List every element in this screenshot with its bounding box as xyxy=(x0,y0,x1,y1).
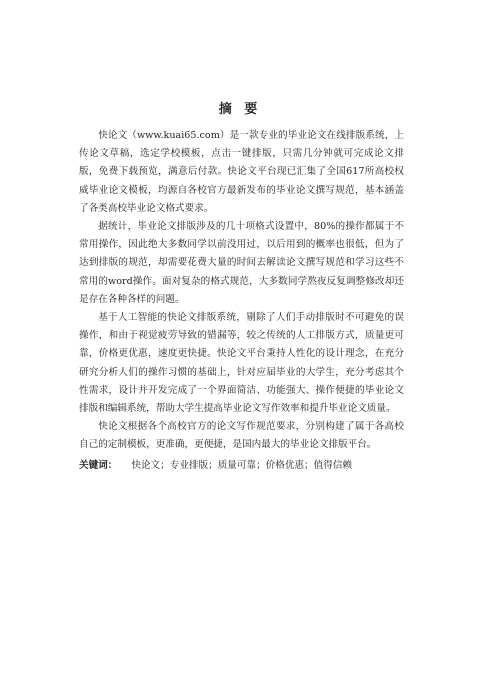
abstract-paragraph-4: 快论文根据各个高校官方的论文写作规范要求，分别构建了属于各高校自己的定制模板，更准确，更便捷，是国内最大的毕业论文排版平台。 xyxy=(79,421,404,451)
abstract-paragraph-3: 基于人工智能的快论文排版系统，剔除了人们手动排版时不可避免的误操作，和由于视觉疲劳导致的错漏等，较之传统的人工排版方式，质量更可靠，价格更优惠，速度更快捷。快论文平台秉持人性化的设计理念，在充分研究分析人们的操作习惯的基础上，针对应届毕业的大学生，充分考虑其个性需求，设计并开发完成了一个界面简洁、功能强大、操作便捷的毕业论文排版和编辑系统，帮助大学生提高毕业论文写作效率和提升毕业论文质量。 xyxy=(79,312,404,415)
abstract-title: 摘 要 xyxy=(218,102,262,117)
keywords-label: 关键词： xyxy=(79,460,118,471)
abstract-paragraph-1: 快论文（www.kuai65.com）是一款专业的毕业论文在线排版系统，上传论文草稿，选定学校模板，点击一键排版，只需几分钟就可完成论文排版，免费下载预览，满意后付款。快论文平台现已汇集了全国617所高校权威毕业论文模板，均源自各校官方最新发布的毕业论文撰写规范，基本涵盖了各类高校毕业论文格式要求。 xyxy=(79,130,404,214)
abstract-body xyxy=(79,127,404,455)
keywords-line xyxy=(79,457,409,475)
abstract-paragraph-2: 据统计，毕业论文排版涉及的几十项格式设置中，80%的操作都属于不常用操作，因此绝大多数同学以前没用过，以后用到的概率也很低，但为了达到排版的规范，却需要花费大量的时间去解读论文撰写规范和学习这些不常用的word操作。面对复杂的格式规范，大多数同学熬夜反复调整修改却还是存在各种各样的问题。 xyxy=(79,221,404,305)
keywords-text: 快论文；专业排版；质量可靠；价格优惠；值得信赖 xyxy=(131,460,353,471)
